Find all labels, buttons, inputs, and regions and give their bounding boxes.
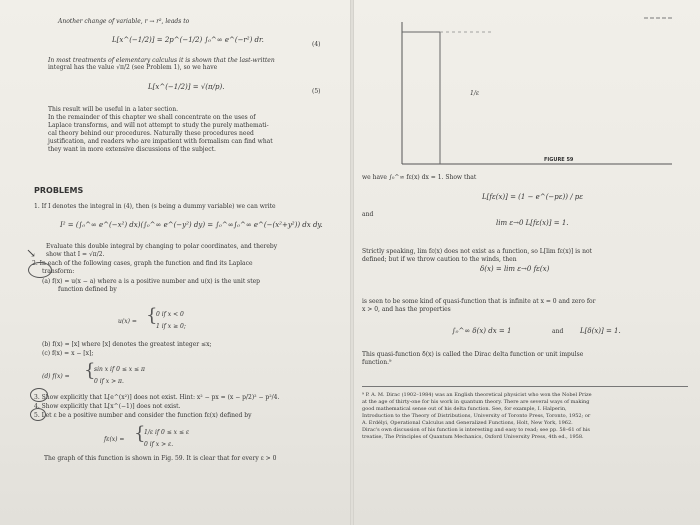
figure-59-graph [382, 12, 682, 172]
paragraph-line: integral has the value √π/2 (see Problem 1), so we have [48, 64, 218, 71]
unit-step-case: 0 if x < 0 [156, 311, 184, 318]
paragraph-line: justification, and readers who are impatient with formalism can find what [48, 138, 273, 145]
paragraph-line: This quasi-function δ(x) is called the Dirac delta function or unit impulse [362, 351, 584, 358]
equation-d: ∫₀^∞ δ(x) dx = 1 [452, 327, 512, 335]
problem-1-line: show that I = √π/2. [46, 251, 105, 258]
footnote-line: ⁹ P. A. M. Dirac (1902–1984) was an English theoretical physicist who won the Nobel Prize [362, 392, 592, 398]
equation-b: lim ε→0 L[fε(x)] = 1. [496, 219, 569, 227]
paragraph-line: defined; but if we throw caution to the winds, then [362, 256, 517, 263]
problem-2c: (c) f(x) = x − [x]; [42, 350, 94, 357]
problem-2d-case: 0 if x > π. [94, 378, 124, 385]
footnote-line: A. Erdélyi, Operational Calculus and Generalized Functions, Holt, New York, 1962. [362, 420, 573, 426]
running-head: Another change of variable, r → r², leads to [58, 18, 190, 25]
equation-4: L[x^(−1/2)] = 2p^(−1/2) ∫₀^∞ e^(−r²) dr. [112, 36, 264, 44]
problem-2a-line: function defined by [58, 286, 117, 293]
figure-caption: FIGURE 59 [544, 157, 574, 163]
problem-5: 5. Let ε be a positive number and consider the function fε(x) defined by [34, 412, 252, 419]
problem-5-lhs: fε(x) = [104, 436, 125, 443]
problem-1-equation: I² = (∫₀^∞ e^(−x²) dx)(∫₀^∞ e^(−y²) dy) = ∫₀^∞∫₀^∞ e^(−(x²+y²)) dx dy. [60, 221, 323, 229]
graph-label: 1/ε [470, 90, 480, 97]
equation-5: L[x^(−1/2)] = √(π/p). [148, 83, 225, 91]
problem-3: 3. Show explicitly that L[e^(x²)] does not exist. Hint: x² − px = (x − p/2)² − p²/4. [34, 394, 280, 401]
footnote-line: Introduction to the Theory of Distributions, University of Toronto Press, Toronto, 1952; or [362, 413, 591, 419]
problem-2d-lhs: (d) f(x) = [42, 373, 70, 380]
problem-2b: (b) f(x) = [x] where [x] denotes the greatest integer ≤x; [42, 341, 212, 348]
unit-step-case: 1 if x ≥ 0; [156, 323, 186, 330]
problem-5-case: 0 if x > ε. [144, 441, 174, 448]
brace-icon: { [146, 305, 158, 326]
problem-1-line: Evaluate this double integral by changing to polar coordinates, and thereby [46, 243, 278, 250]
problem-2d-case: sin x if 0 ≤ x ≤ π [94, 366, 145, 373]
word-and: and [552, 328, 564, 335]
footnote-line: at the age of thirty-one for his work in quantum theory. There are several ways of making [362, 399, 590, 405]
problem-2-line: transform: [42, 268, 75, 275]
problem-4: 4. Show explicitly that L[x^(−1)] does not exist. [34, 403, 181, 410]
paragraph-line: This result will be useful in a later section. [48, 106, 178, 113]
problem-1: 1. If I denotes the integral in (4), then (s being a dummy variable) we can write [34, 203, 276, 210]
footnote-line: good mathematical sense out of his delta function. See, for example, I. Halperin, [362, 406, 567, 412]
problem-2: 2. In each of the following cases, graph the function and find its Laplace [32, 260, 253, 267]
equation-c: δ(x) = lim ε→0 fε(x) [480, 265, 550, 273]
paragraph-line: x > 0, and has the properties [362, 306, 451, 313]
equation-a: L[fε(x)] = (1 − e^(−pε)) / pε [482, 193, 584, 201]
paragraph-line: function.⁹ [362, 359, 392, 366]
right-page [352, 0, 700, 525]
paragraph-line: we have ∫₀^∞ fε(x) dx = 1. Show that [362, 174, 477, 181]
handwritten-circle [30, 408, 46, 421]
problem-2a: (a) f(x) = u(x − a) where a is a positive number and u(x) is the unit step [42, 278, 261, 285]
unit-step-lhs: u(x) = [118, 318, 137, 325]
brace-icon: { [84, 360, 96, 381]
problem-5-line: The graph of this function is shown in Fig. 59. It is clear that for every ε > 0 [44, 455, 277, 462]
footnote-line: treatise, The Principles of Quantum Mechanics, Oxford University Press, 4th ed., 1958. [362, 434, 584, 440]
paragraph-line: is seen to be some kind of quasi-function that is infinite at x = 0 and zero for [362, 298, 596, 305]
paragraph-line: they want in more extensive discussions of the subject. [48, 146, 216, 153]
equation-5-number: (5) [312, 88, 321, 95]
paragraph-line: cal theory behind our procedures. Naturally these procedures need [48, 130, 254, 137]
paragraph-line: In most treatments of elementary calculus it is shown that the last-written [48, 57, 275, 64]
word-and: and [362, 211, 374, 218]
equation-4-number: (4) [312, 41, 321, 48]
footnote-line: Dirac's own discussion of his function is interesting and easy to read; see pp. 58–61 of his [362, 427, 590, 433]
brace-icon: { [134, 423, 146, 444]
paragraph-line: In the remainder of this chapter we shall concentrate on the uses of [48, 114, 256, 121]
paragraph-line: Laplace transforms, and will not attempt to study the purely mathemati- [48, 122, 269, 129]
footnote-rule [362, 386, 688, 387]
handwritten-arrow-icon: ↘ [26, 246, 37, 260]
equation-e: L[δ(x)] = 1. [580, 327, 621, 335]
handwritten-circle [28, 262, 52, 278]
paragraph-line: Strictly speaking, lim fε(x) does not exist as a function, so L[lim fε(x)] is not [362, 248, 592, 255]
problem-5-case: 1/ε if 0 ≤ x ≤ ε [144, 429, 190, 436]
handwritten-circle [30, 388, 48, 402]
problems-heading: PROBLEMS [34, 186, 84, 195]
